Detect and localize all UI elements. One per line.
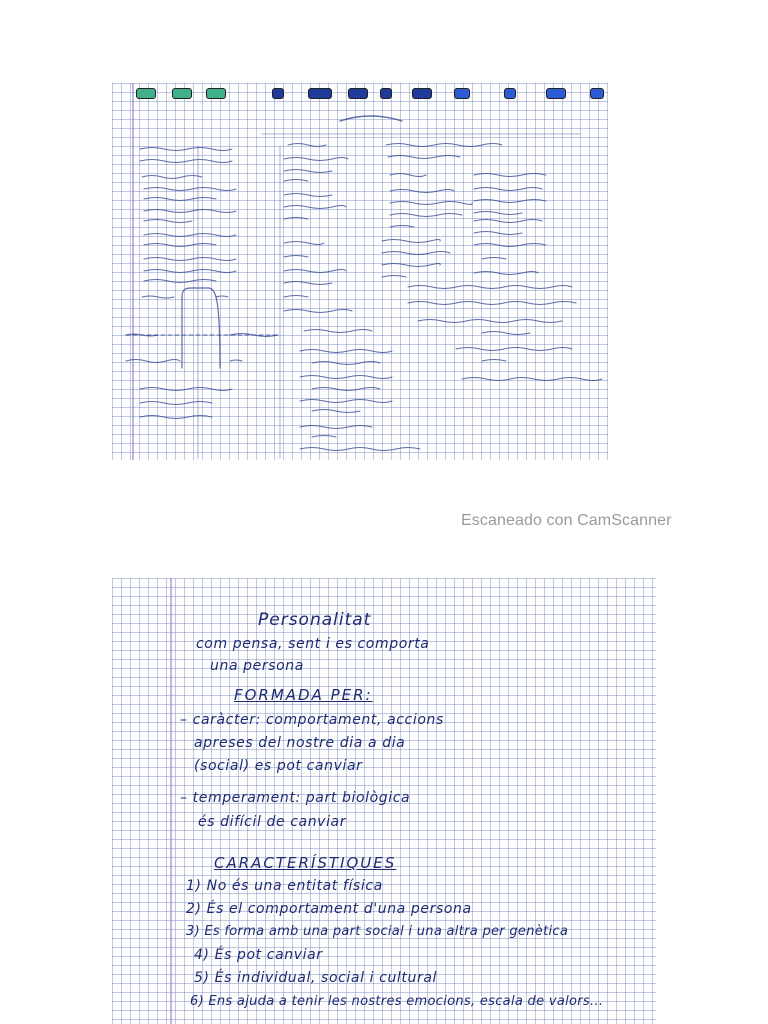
list-item: (social) es pot canviar: [194, 758, 363, 774]
punch-hole: [308, 88, 332, 99]
punch-hole: [504, 88, 516, 99]
list-item: 1) No és una entitat física: [186, 878, 383, 894]
list-item: 3) Es forma amb una part social i una altra per genètica: [186, 924, 569, 939]
list-item: 4) És pot canviar: [194, 947, 323, 963]
punch-hole: [206, 88, 226, 99]
section-heading: CARACTERÍSTIQUES: [214, 854, 397, 872]
punch-hole: [272, 88, 284, 99]
list-item: apreses del nostre dia a dia: [194, 735, 406, 751]
punch-hole: [412, 88, 432, 99]
definition-text: una persona: [210, 658, 304, 674]
punch-hole: [590, 88, 604, 99]
section-heading: FORMADA PER:: [234, 686, 373, 704]
notes-page-1: [112, 83, 608, 460]
list-item: 5) És individual, social i cultural: [194, 970, 438, 986]
punch-hole: [172, 88, 192, 99]
handwriting-scribbles: [112, 83, 608, 460]
notes-page-2: [112, 578, 656, 1024]
list-item: – caràcter: comportament, accions: [180, 712, 444, 728]
punch-hole: [136, 88, 156, 99]
scanner-caption: Escaneado con CamScanner: [461, 512, 672, 529]
page-margin-line: [170, 578, 172, 1024]
list-item: 6) Ens ajuda a tenir les nostres emocions, escala de valors...: [190, 994, 604, 1009]
punch-hole: [454, 88, 470, 99]
page-title: Personalitat: [258, 610, 372, 630]
list-item: és difícil de canviar: [198, 814, 347, 830]
list-item: 2) És el comportament d'una persona: [186, 901, 472, 917]
punch-hole: [380, 88, 392, 99]
definition-text: com pensa, sent i es comporta: [196, 636, 430, 652]
list-item: – temperament: part biològica: [180, 790, 411, 806]
punch-hole: [348, 88, 368, 99]
punch-hole: [546, 88, 566, 99]
